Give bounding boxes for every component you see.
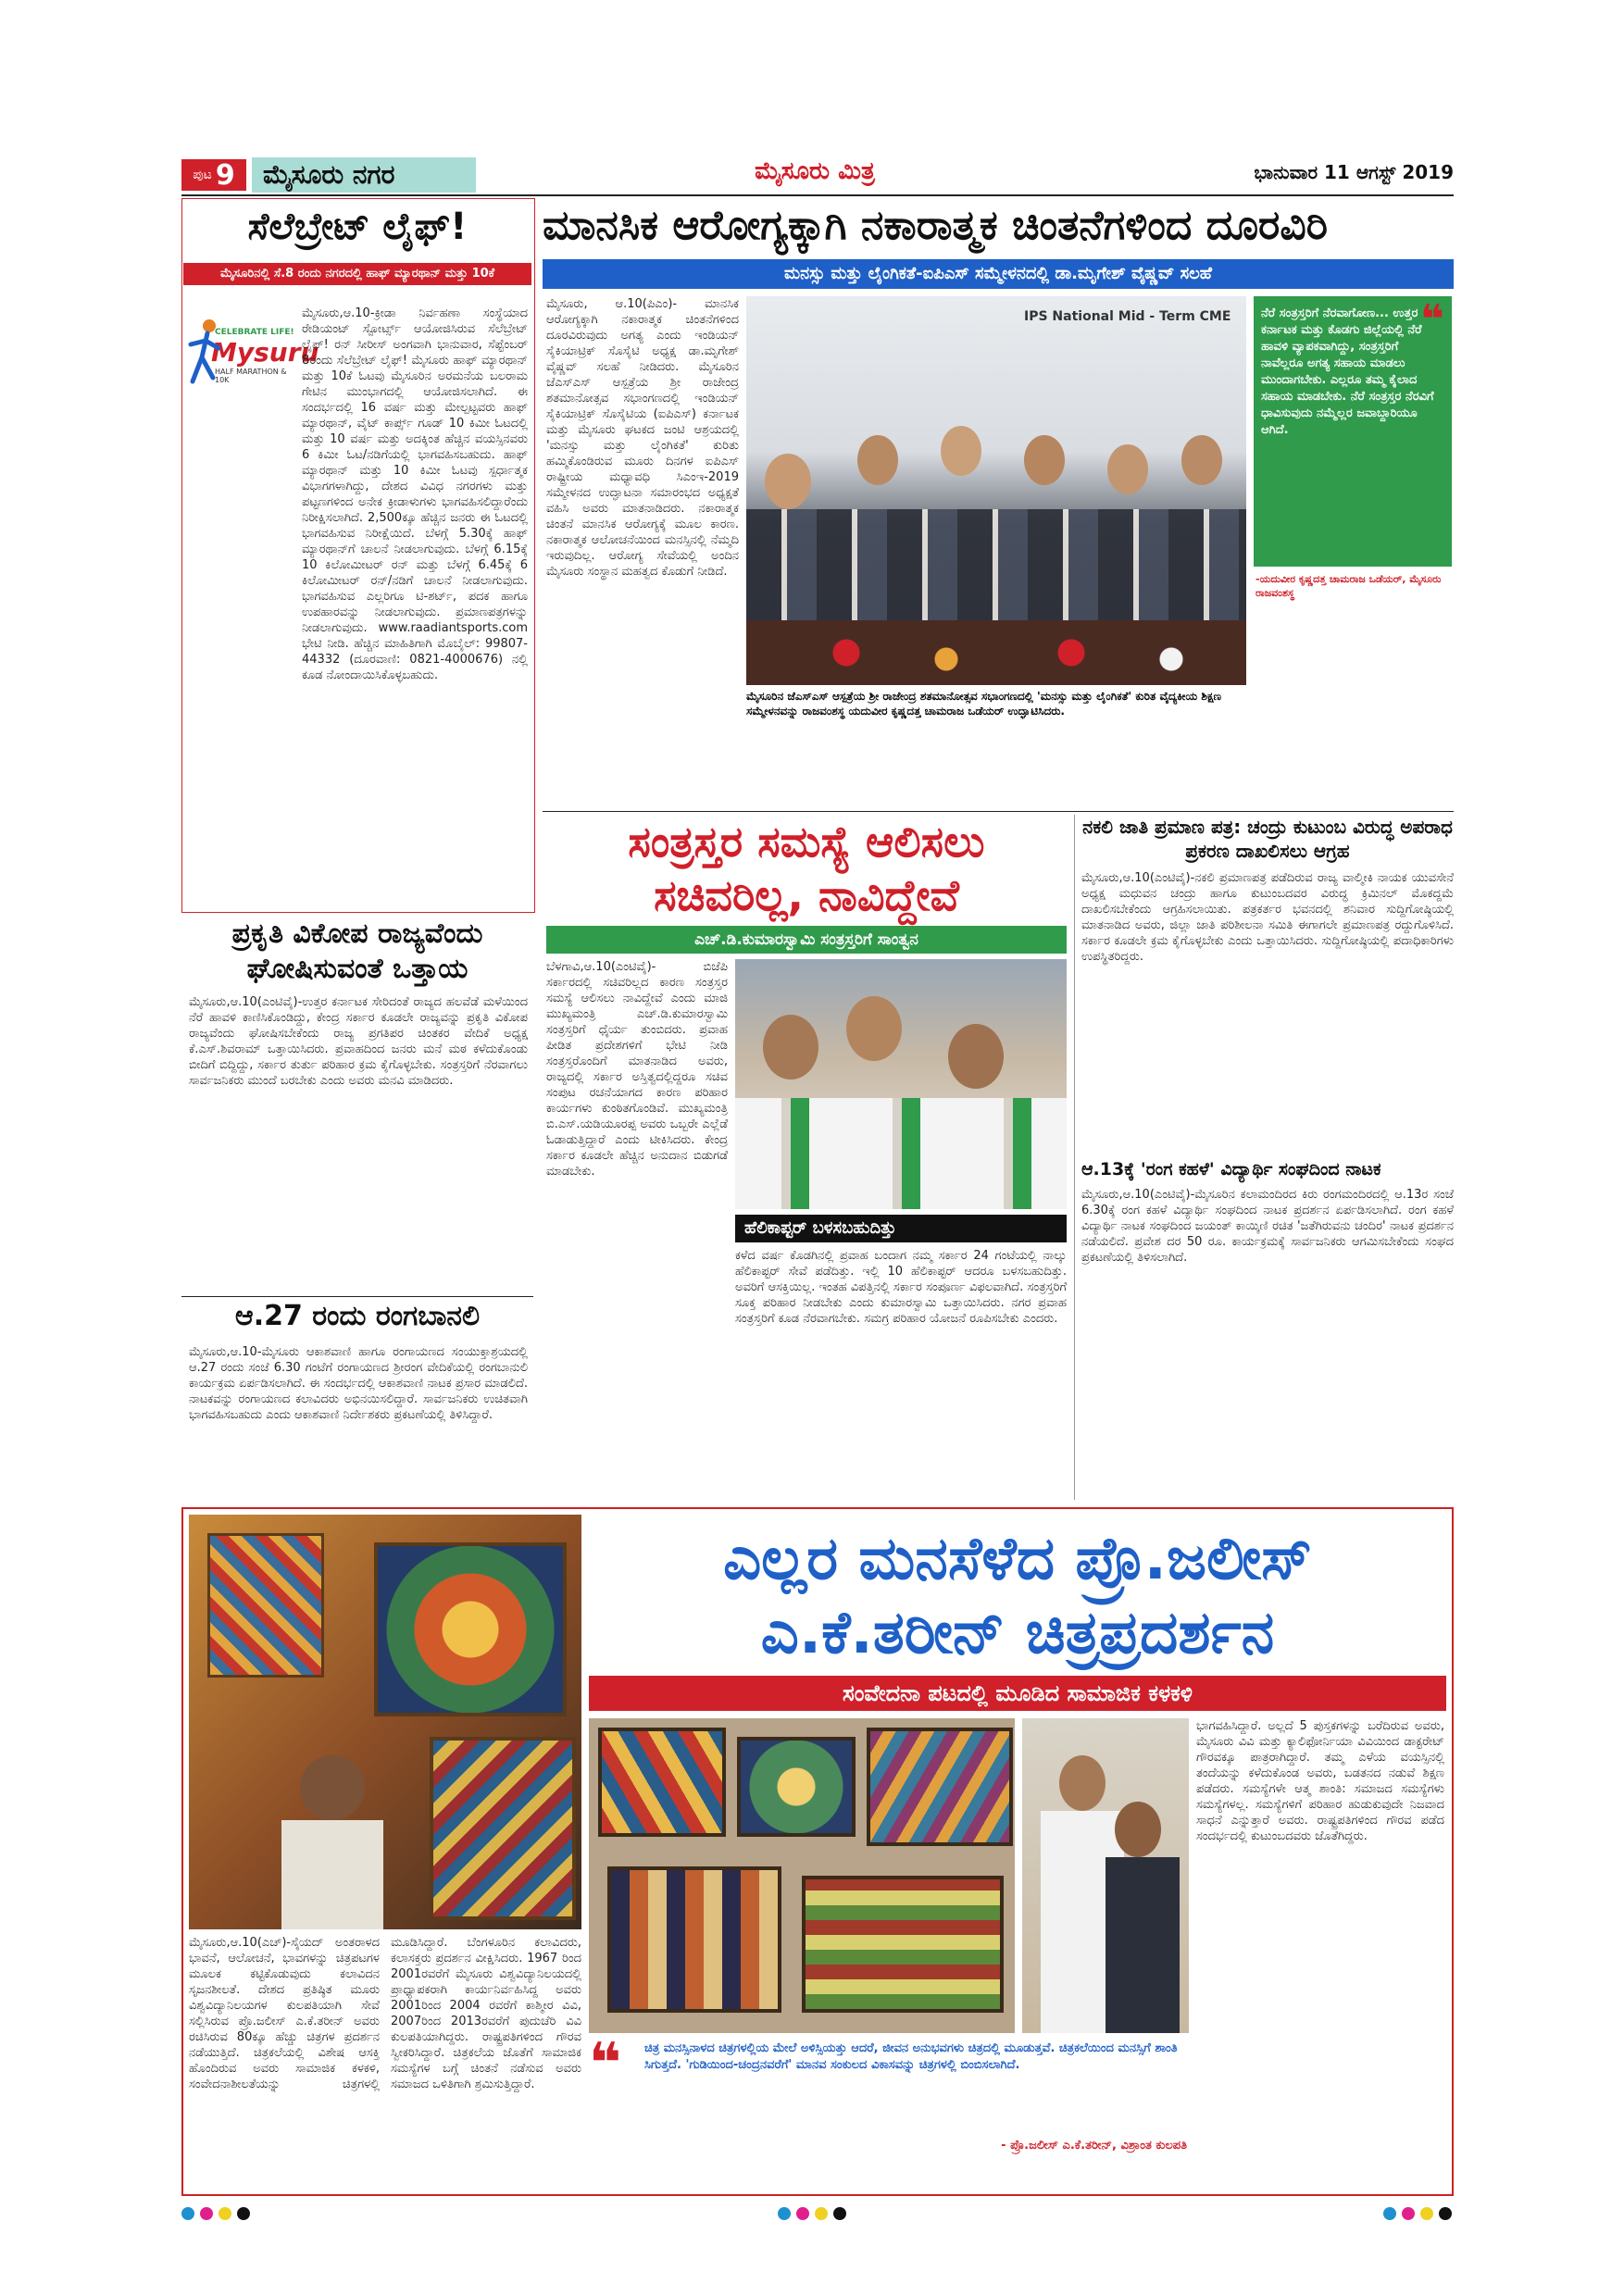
marathon-logo	[185, 306, 319, 417]
main-body-right	[1255, 611, 1452, 778]
rangabanali-headline: ಆ.27 ರಂದು ರಂಗಬಾನಲಿ	[234, 1300, 481, 1332]
celebrity-title: ಸೆಲೆಬ್ರೇಟ್ ಲೈಫ್!	[247, 206, 468, 248]
registration-dot-5	[778, 2207, 791, 2220]
victims-photo	[735, 959, 1067, 1209]
disaster-headline: ಪ್ರಕೃತಿ ವಿಕೋಪ ರಾಜ್ಯವೆಂದು ಘೋಷಿಸುವಂತೆ ಒತ್ತಾಯ	[231, 917, 483, 985]
main-headline: ಮಾನಸಿಕ ಆರೋಗ್ಯಕ್ಕಾಗಿ ನಕಾರಾತ್ಮಕ ಚಿಂತನೆಗಳಿಂದ ದೂರವಿರಿ	[543, 202, 1328, 249]
victims-rule	[543, 811, 1454, 812]
registration-dot-10	[1402, 2207, 1415, 2220]
registration-dot-3	[219, 2207, 231, 2220]
registration-dot-11	[1420, 2207, 1433, 2220]
page-label: ಪುಟ	[193, 168, 212, 182]
registration-dot-2	[200, 2207, 213, 2220]
logo-tagline: CELEBRATE LIFE!	[215, 328, 294, 337]
page-number-badge	[181, 159, 246, 191]
rangabanali-body: ಮೈಸೂರು,ಆ.10-ಮೈಸೂರು ಆಕಾಶವಾಣಿ ಹಾಗೂ ರಂಗಾಯಣದ ಸಂಯುಕ್ತಾಶ್ರಯದಲ್ಲಿ ಆ.27 ರಂದು ಸಂಜೆ 6.30 ಗಂಟೆಗೆ ರಂಗಾಯಣದ ಶ್ರೀರಂಗ ವೇದಿಕೆಯಲ್ಲಿ ರಂಗಬಾನುಲಿ ಕಾರ್ಯಕ್ರಮ ಏರ್ಪಡಿಸಲಾಗಿದೆ. ಈ ಸಂದರ್ಭದಲ್ಲಿ ಆಕಾಶವಾಣಿ ನಾಟಕ ಪ್ರಸಾರ ಮಾಡಲಿದೆ. ನಾಟಕವನ್ನು ರಂಗಾಯಣದ ಕಲಾವಿದರು ಅಭಿನಯಿಸಲಿದ್ದಾರೆ. ಸಾರ್ವಜನಿಕರು ಉಚಿತವಾಗಿ ಭಾಗವಹಿಸಬಹುದು ಎಂದು ಆಕಾಶವಾಣಿ ನಿರ್ದೇಶಕರು ಪ್ರಕಟಣೆಯಲ್ಲಿ ತಿಳಿಸಿದ್ದಾರೆ.	[189, 1345, 528, 1422]
registration-dot-7	[815, 2207, 828, 2220]
registration-dot-4	[237, 2207, 250, 2220]
victims-headline-2: ಸಚಿವರಿಲ್ಲ, ನಾವಿದ್ದೇವೆ	[654, 870, 959, 920]
registration-dot-8	[833, 2207, 846, 2220]
artist-photo	[189, 1515, 581, 1929]
quote-attribution: -ಯದುವೀರ ಕೃಷ್ಣದತ್ತ ಚಾಮರಾಜ ಒಡೆಯರ್, ಮೈಸೂರು ರಾಜವಂಶಸ್ಥ	[1255, 573, 1442, 599]
exhibition-subhead: ಸಂವೇದನಾ ಪಟದಲ್ಲಿ ಮೂಡಿದ ಸಾಮಾಜಿಕ ಕಳಕಳಿ	[589, 1676, 1446, 1711]
registration-dot-12	[1439, 2207, 1452, 2220]
exhibition-side-body: ಭಾಗವಹಿಸಿದ್ದಾರೆ. ಅಲ್ಲದೆ 5 ಪುಸ್ತಕಗಳನ್ನು ಬರೆದಿರುವ ಅವರು, ಮೈಸೂರು ವಿವಿ ಮತ್ತು ಕ್ಯಾಲಿಫೋರ್ನಿಯಾ ವಿವಿಯಿಂದ ಡಾಕ್ಟರೇಟ್ ಗೌರವಕ್ಕೂ ಪಾತ್ರರಾಗಿದ್ದಾರೆ. ತಮ್ಮ ಎಳೆಯ ವಯಸ್ಸಿನಲ್ಲಿ ತಂದೆಯನ್ನು ಕಳೆದುಕೊಂಡ ಅವರು, ಬಡತನದ ನಡುವೆ ಶಿಕ್ಷಣ ಪಡೆದರು. ಸಮಸ್ಯೆಗಳೇ ಆತ್ಮ ಶಾಂತಿ: ಸಮಾಜದ ಸಮಸ್ಯೆಗಳು ಸಮಸ್ಯೆಗಳಲ್ಲ. ಸಮಸ್ಯೆಗಳಿಗೆ ಪರಿಹಾರ ಹುಡುಕುವುದೇ ನಿಜವಾದ ಸಾಧನೆ ಎನ್ನುತ್ತಾರೆ ಅವರು. ರಾಷ್ಟ್ರಪತಿಗಳಿಂದ ಗೌರವ ಪಡೆದ ಸಂದರ್ಭದಲ್ಲಿ ಕುಟುಂಬದವರು ಜೊತೆಗಿದ್ದರು.	[1196, 1719, 1444, 1843]
masthead: ಮೈಸೂರು ಮಿತ್ರ	[755, 157, 875, 185]
drama-body: ಮೈಸೂರು,ಆ.10(ಎಂಟಿವೈ)-ಮೈಸೂರಿನ ಕಲಾಮಂದಿರದ ಕಿರು ರಂಗಮಂದಿರದಲ್ಲಿ ಆ.13ರ ಸಂಜೆ 6.30ಕ್ಕೆ ರಂಗ ಕಹಳೆ ವಿದ್ಯಾರ್ಥಿ ಸಂಘದಿಂದ ನಾಟಕ ಪ್ರದರ್ಶನ ಏರ್ಪಡಿಸಲಾಗಿದೆ. ರಂಗ ಕಹಳೆ ವಿದ್ಯಾರ್ಥಿ ನಾಟಕ ಸಂಘದಿಂದ ಜಯಂತ್ ಕಾಯ್ಕಿಣಿ ರಚಿತ 'ಜತೆಗಿರುವನು ಚಂದಿರ' ನಾಟಕ ಪ್ರದರ್ಶನ ನಡೆಯಲಿದೆ. ಪ್ರವೇಶ ದರ 50 ರೂ. ಕಾರ್ಯಕ್ರಮಕ್ಕೆ ಸಾರ್ವಜನಿಕರು ಆಗಮಿಸಬೇಕೆಂದು ಸಂಘದ ಪ್ರಕಟಣೆಯಲ್ಲಿ ತಿಳಿಸಲಾಗಿದೆ.	[1081, 1188, 1454, 1265]
exhibition-headline-2: ಎ.ಕೆ.ತರೀನ್ ಚಿತ್ರಪ್ರದರ್ಶನ	[760, 1599, 1275, 1667]
award-photo	[1022, 1718, 1189, 2033]
victims-subhead: ಎಚ್.ಡಿ.ಕುಮಾರಸ್ವಾಮಿ ಸಂತ್ರಸ್ತರಿಗೆ ಸಾಂತ್ವನ	[546, 926, 1067, 954]
issue-date: ಭಾನುವಾರ 11 ಆಗಸ್ಟ್ 2019	[1254, 161, 1454, 183]
caste-headline: ನಕಲಿ ಜಾತಿ ಪ್ರಮಾಣ ಪತ್ರ: ಚಂದ್ರು ಕುಟುಂಬ ವಿರುದ್ಧ ಅಪರಾಧ ಪ್ರಕರಣ ದಾಖಲಿಸಲು ಆಗ್ರಹ	[1082, 816, 1453, 862]
quote-mark-icon: ❝	[1420, 296, 1444, 343]
logo-subline: HALF MARATHON & 10K	[215, 368, 287, 384]
exhibition-headline-1: ಎಲ್ಲರ ಮನಸೆಳೆದ ಪ್ರೊ.ಜಲೀಸ್	[723, 1525, 1312, 1593]
registration-dot-9	[1383, 2207, 1396, 2220]
exhibition-body: ಮೈಸೂರು,ಆ.10(ಎಚ್)-ಸೈಯದ್ ಅಂತರಾಳದ ಭಾವನೆ, ಆಲೋಚನೆ, ಭಾವಗಳನ್ನು ಚಿತ್ರಪಟಗಳ ಮೂಲಕ ಕಟ್ಟಿಕೊಡುವುದು ಕಲಾವಿದನ ಸೃಜನಶೀಲತೆ. ದೇಶದ ಪ್ರತಿಷ್ಠಿತ ಮೂರು ವಿಶ್ವವಿದ್ಯಾನಿಲಯಗಳ ಕುಲಪತಿಯಾಗಿ ಸೇವೆ ಸಲ್ಲಿಸಿರುವ ಪ್ರೊ.ಜಲೀಸ್ ಎ.ಕೆ.ತರೀನ್ ಅವರು ರಚಿಸಿರುವ 80ಕ್ಕೂ ಹೆಚ್ಚು ಚಿತ್ರಗಳ ಪ್ರದರ್ಶನ ನಡೆಯುತ್ತಿದೆ. ಚಿತ್ರಕಲೆಯಲ್ಲಿ ವಿಶೇಷ ಆಸಕ್ತಿ ಹೊಂದಿರುವ ಅವರು ಸಾಮಾಜಿಕ ಕಳಕಳಿ, ಸಂವೇದನಾಶೀಲತೆಯನ್ನು ಚಿತ್ರಗಳಲ್ಲಿ ಮೂಡಿಸಿದ್ದಾರೆ. ಬೆಂಗಳೂರಿನ ಕಲಾವಿದರು, ಕಲಾಸಕ್ತರು ಪ್ರದರ್ಶನ ವೀಕ್ಷಿಸಿದರು. 1967 ರಿಂದ 2001ರವರೆಗೆ ಮೈಸೂರು ವಿಶ್ವವಿದ್ಯಾನಿಲಯದಲ್ಲಿ ಪ್ರಾಧ್ಯಾಪಕರಾಗಿ ಕಾರ್ಯನಿರ್ವಹಿಸಿದ್ದ ಅವರು 2001ರಿಂದ 2004 ರವರೆಗೆ ಕಾಶ್ಮೀರ ವಿವಿ, 2007ರಿಂದ 2013ರವರೆಗೆ ಪುದುಚೆರಿ ವಿವಿ ಕುಲಪತಿಯಾಗಿದ್ದರು. ರಾಷ್ಟ್ರಪತಿಗಳಿಂದ ಗೌರವ ಸ್ವೀಕರಿಸಿದ್ದಾರೆ. ಚಿತ್ರಕಲೆಯ ಜೊತೆಗೆ ಸಾಮಾಜಿಕ ಸಮಸ್ಯೆಗಳ ಬಗ್ಗೆ ಚಿಂತನೆ ನಡೆಸುವ ಅವರು ಸಮಾಜದ ಒಳಿತಿಗಾಗಿ ಶ್ರಮಿಸುತ್ತಿದ್ದಾರೆ.	[189, 1936, 581, 2091]
main-subhead: ಮನಸ್ಸು ಮತ್ತು ಲೈಂಗಿಕತೆ-ಐಪಿಎಸ್ ಸಮ್ಮೇಳನದಲ್ಲಿ ಡಾ.ಮೃಗೇಶ್ ವೈಷ್ಣವ್ ಸಲಹೆ	[543, 259, 1454, 289]
main-body-left: ಮೈಸೂರು, ಆ.10(ಪಿಎಂ)- ಮಾನಸಿಕ ಆರೋಗ್ಯಕ್ಕಾಗಿ ನಕಾರಾತ್ಮಕ ಚಿಂತನೆಗಳಿಂದ ದೂರವಿರುವುದು ಅಗತ್ಯ ಎಂದು ಇಂಡಿಯನ್ ಸೈಕಿಯಾಟ್ರಿಕ್ ಸೊಸೈಟಿ ಅಧ್ಯಕ್ಷ ಡಾ.ಮೃಗೇಶ್ ವೈಷ್ಣವ್ ಸಲಹೆ ನೀಡಿದರು. ಮೈಸೂರಿನ ಜೆಎಸ್‌ಎಸ್ ಆಸ್ಪತ್ರೆಯ ಶ್ರೀ ರಾಜೇಂದ್ರ ಶತಮಾನೋತ್ಸವ ಸಭಾಂಗಣದಲ್ಲಿ ಇಂಡಿಯನ್ ಸೈಕಿಯಾಟ್ರಿಕ್ ಸೊಸೈಟಿಯ (ಐಪಿಎಸ್) ಕರ್ನಾಟಕ ಮತ್ತು ಮೈಸೂರು ಘಟಕದ ಜಂಟಿ ಆಶ್ರಯದಲ್ಲಿ 'ಮನಸ್ಸು ಮತ್ತು ಲೈಂಗಿಕತೆ' ಕುರಿತು ಹಮ್ಮಿಕೊಂಡಿರುವ ಮೂರು ದಿನಗಳ ಐಪಿಎಸ್ ರಾಷ್ಟ್ರೀಯ ಮಧ್ಯಾವಧಿ ಸಿಎಂಇ-2019 ಸಮ್ಮೇಳನದ ಉದ್ಘಾಟನಾ ಸಮಾರಂಭದ ಅಧ್ಯಕ್ಷತೆ ವಹಿಸಿ ಅವರು ಮಾತನಾಡಿದರು. ನಕಾರಾತ್ಮಕ ಚಿಂತನೆ ಮಾನಸಿಕ ಆರೋಗ್ಯಕ್ಕೆ ಮೂಲ ಕಾರಣ. ನಕಾರಾತ್ಮಕ ಆಲೋಚನೆಯಿಂದ ಮನಸ್ಸಿನಲ್ಲಿ ನೆಮ್ಮದಿ ಇರುವುದಿಲ್ಲ. ಆರೋಗ್ಯ ಸೇವೆಯಲ್ಲಿ ಅಂದಿನ ಮೈಸೂರು ಸಂಸ್ಥಾನ ಮಹತ್ವದ ಕೊಡುಗೆ ನೀಡಿದೆ.	[546, 297, 739, 579]
registration-dot-1	[181, 2207, 194, 2220]
quote-box	[1254, 296, 1452, 567]
page-number: 9	[215, 158, 235, 192]
header-rule	[181, 194, 1454, 196]
main-body-bottom	[746, 731, 1246, 805]
registration-dot-6	[796, 2207, 809, 2220]
column-rule	[1074, 815, 1075, 1500]
logo-word: Mysuru	[211, 337, 319, 368]
celebrity-subhead: ಮೈಸೂರಿನಲ್ಲಿ ಸೆ.8 ರಂದು ನಗರದಲ್ಲಿ ಹಾಫ್ ಮ್ಯಾರಥಾನ್ ಮತ್ತು 10ಕೆ	[183, 263, 531, 285]
celebrity-body-cont	[189, 435, 528, 905]
helicopter-body: ಕಳೆದ ವರ್ಷ ಕೊಡಗಿನಲ್ಲಿ ಪ್ರವಾಹ ಬಂದಾಗ ನಮ್ಮ ಸರ್ಕಾರ 24 ಗಂಟೆಯಲ್ಲಿ ನಾಲ್ಕು ಹೆಲಿಕಾಪ್ಟರ್ ಸೇವೆ ಪಡೆದಿತ್ತು. ಇಲ್ಲಿ 10 ಹೆಲಿಕಾಪ್ಟರ್ ಆದರೂ ಬಳಸಬಹುದಿತ್ತು. ಅವರಿಗೆ ಆಸಕ್ತಿಯಿಲ್ಲ. ಇಂತಹ ವಿಪತ್ತಿನಲ್ಲಿ ಸರ್ಕಾರ ಸಂಪೂರ್ಣ ವಿಫಲವಾಗಿದೆ. ಸಂತ್ರಸ್ತರಿಗೆ ಸೂಕ್ತ ಪರಿಹಾರ ನೀಡಬೇಕು ಎಂದು ಕುಮಾರಸ್ವಾಮಿ ಒತ್ತಾಯಿಸಿದರು. ನಗರ ಪ್ರವಾಹ ಸಂತ್ರಸ್ತರಿಗೆ ಕೂಡ ನೆರವಾಗಬೇಕು. ಸಮಗ್ರ ಪರಿಹಾರ ಯೋಜನೆ ರೂಪಿಸಬೇಕು ಎಂದರು.	[735, 1249, 1067, 1326]
celebrity-body: ಮೈಸೂರು,ಆ.10-ಕ್ರೀಡಾ ನಿರ್ವಹಣಾ ಸಂಸ್ಥೆಯಾದ ರೇಡಿಯಂಟ್ ಸ್ಪೋರ್ಟ್ಸ್ ಆಯೋಜಿಸಿರುವ ಸೆಲೆಬ್ರೇಟ್ ಲೈಫ್! ರನ್ ಸೀರೀಸ್ ಅಂಗವಾಗಿ ಭಾನುವಾರ, ಸೆಪ್ಟೆಂಬರ್ 8ರಂದು ಸೆಲೆಬ್ರೇಟ್ ಲೈಫ್! ಮೈಸೂರು ಹಾಫ್ ಮ್ಯಾರಥಾನ್ ಮತ್ತು 10ಕೆ ಓಟವು ಮೈಸೂರಿನ ಅರಮನೆಯ ಬಲರಾಮ ಗೇಟಿನ ಮುಂಭಾಗದಲ್ಲಿ ಆಯೋಜಿಸಲಾಗಿದೆ. ಈ ಸಂದರ್ಭದಲ್ಲಿ 16 ವರ್ಷ ಮತ್ತು ಮೇಲ್ಪಟ್ಟವರು ಹಾಫ್ ಮ್ಯಾರಥಾನ್, ವೈಟ್ ಕಾರ್ಪ್ಸ್ ಗೂಡ್ 10 ಕಿಮೀ ಓಟದಲ್ಲಿ ಮತ್ತು 10 ವರ್ಷ ಮತ್ತು ಅದಕ್ಕಿಂತ ಹೆಚ್ಚಿನ ವಯಸ್ಸಿನವರು 6 ಕಿಮೀ ಓಟ/ನಡಿಗೆಯಲ್ಲಿ ಭಾಗವಹಿಸಬಹುದು. ಹಾಫ್ ಮ್ಯಾರಥಾನ್ ಮತ್ತು 10 ಕಿಮೀ ಓಟವು ಸ್ಪರ್ಧಾತ್ಮಕ ವಿಭಾಗಗಳಾಗಿದ್ದು, ದೇಶದ ವಿವಿಧ ನಗರಗಳು ಮತ್ತು ಪಟ್ಟಣಗಳಿಂದ ಅನೇಕ ಕ್ರೀಡಾಳುಗಳು ಭಾಗವಹಿಸಲಿದ್ದಾರೆಂದು ನಿರೀಕ್ಷಿಸಲಾಗಿದೆ. 2,500ಕ್ಕೂ ಹೆಚ್ಚಿನ ಜನರು ಈ ಓಟದಲ್ಲಿ ಭಾಗವಹಿಸುವ ನಿರೀಕ್ಷೆಯಿದೆ. ಬೆಳಗ್ಗೆ 5.30ಕ್ಕೆ ಹಾಫ್ ಮ್ಯಾರಥಾನ್‌ಗೆ ಚಾಲನೆ ನೀಡಲಾಗುವುದು. ಬೆಳಗ್ಗೆ 6.15ಕ್ಕೆ 10 ಕಿಲೋಮೀಟರ್ ರನ್ ಮತ್ತು ಬೆಳಗ್ಗೆ 6.45ಕ್ಕೆ 6 ಕಿಲೋಮೀಟರ್ ರನ್/ನಡಿಗೆ ಚಾಲನೆ ನೀಡಲಾಗುವುದು. ಭಾಗವಹಿಸುವ ಎಲ್ಲರಿಗೂ ಟಿ-ಶರ್ಟ್, ಪದಕ ಹಾಗೂ ಉಪಹಾರವನ್ನು ನೀಡಲಾಗುವುದು. ಪ್ರಮಾಣಪತ್ರಗಳನ್ನು ನೀಡಲಾಗುವುದು. www.raadiantsports.com ಭೇಟಿ ನೀಡಿ. ಹೆಚ್ಚಿನ ಮಾಹಿತಿಗಾಗಿ ಮೊಬೈಲ್: 99807-44332 (ದೂರವಾಣಿ: 0821-4000676) ನಲ್ಲಿ ಕೂಡ ನೋಂದಾಯಿಸಿಕೊಳ್ಳಬಹುದು.	[302, 306, 528, 682]
quote-text: ನೆರೆ ಸಂತ್ರಸ್ತರಿಗೆ ನೆರವಾಗೋಣ... ಉತ್ತರ ಕರ್ನಾಟಕ ಮತ್ತು ಕೊಡಗು ಜಿಲ್ಲೆಯಲ್ಲಿ ನೆರೆ ಹಾವಳಿ ವ್ಯಾಪಕವಾಗಿದ್ದು, ಸಂತ್ರಸ್ತರಿಗೆ ನಾವೆಲ್ಲರೂ ಅಗತ್ಯ ಸಹಾಯ ಮಾಡಲು ಮುಂದಾಗಬೇಕು. ಎಲ್ಲರೂ ತಮ್ಮ ಕೈಲಾದ ಸಹಾಯ ಮಾಡಬೇಕು. ನೆರೆ ಸಂತ್ರಸ್ತರ ನೆರವಿಗೆ ಧಾವಿಸುವುದು ನಮ್ಮೆಲ್ಲರ ಜವಾಬ್ದಾರಿಯೂ ಆಗಿದೆ.	[1261, 306, 1434, 437]
victims-headline-1: ಸಂತ್ರಸ್ತರ ಸಮಸ್ಯೆ ಆಲಿಸಲು	[628, 817, 985, 867]
photo-quote-text: ಚಿತ್ರ ಮನಸ್ಸಿನಾಳದ ಚಿತ್ರಗಳಲ್ಲಿಯ ಮೇಲೆ ಅಳಿಸ್ಸಿಯತ್ತು ಆದರೆ, ಜೀವನ ಅನುಭವಗಳು ಚಿತ್ರದಲ್ಲಿ ಮೂಡುತ್ತವೆ. ಚಿತ್ರಕಲೆಯಿಂದ ಮನಸ್ಸಿಗೆ ಶಾಂತಿ ಸಿಗುತ್ತದೆ. 'ಗುಡಿಯಿಂದ-ಚಂದ್ರನವರೆಗೆ' ಮಾನವ ಸಂಕುಲದ ವಿಕಾಸವನ್ನು ಚಿತ್ರಗಳಲ್ಲಿ ಬಿಂಬಿಸಲಾಗಿದೆ.	[644, 2041, 1178, 2072]
runner-icon	[185, 317, 222, 391]
conference-caption: ಮೈಸೂರಿನ ಜೆಎಸ್‌ಎಸ್ ಆಸ್ಪತ್ರೆಯ ಶ್ರೀ ರಾಜೇಂದ್ರ ಶತಮಾನೋತ್ಸವ ಸಭಾಂಗಣದಲ್ಲಿ 'ಮನಸ್ಸು ಮತ್ತು ಲೈಂಗಿಕತೆ' ಕುರಿತ ವೈದ್ಯಕೀಯ ಶಿಕ್ಷಣ ಸಮ್ಮೇಳನವನ್ನು ರಾಜವಂಶಸ್ಥ ಯದುವೀರ ಕೃಷ್ಣದತ್ತ ಚಾಮರಾಜ ಒಡೆಯರ್ ಉದ್ಘಾಟಿಸಿದರು.	[746, 690, 1221, 718]
disaster-body: ಮೈಸೂರು,ಆ.10(ಎಂಟಿವೈ)-ಉತ್ತರ ಕರ್ನಾಟಕ ಸೇರಿದಂತೆ ರಾಜ್ಯದ ಹಲವೆಡೆ ಮಳೆಯಿಂದ ನೆರೆ ಹಾವಳಿ ಕಾಣಿಸಿಕೊಂಡಿದ್ದು, ಕೇಂದ್ರ ಸರ್ಕಾರ ಕೂಡಲೇ ರಾಜ್ಯವನ್ನು ಪ್ರಕೃತಿ ವಿಕೋಪ ರಾಜ್ಯವೆಂದು ಘೋಷಿಸಬೇಕೆಂದು ರಾಜ್ಯ ಪ್ರಗತಿಪರ ಚಿಂತಕರ ವೇದಿಕೆ ಅಧ್ಯಕ್ಷ ಕೆ.ಎಸ್.ಶಿವರಾಮ್ ಒತ್ತಾಯಿಸಿದರು. ಪ್ರವಾಹದಿಂದ ಜನರು ಮನೆ ಮಠ ಕಳೆದುಕೊಂಡು ಬೀದಿಗೆ ಬಿದ್ದಿದ್ದು, ಸರ್ಕಾರ ತುರ್ತು ಪರಿಹಾರ ಕ್ರಮ ಕೈಗೊಳ್ಳಬೇಕು. ಸಂತ್ರಸ್ತರಿಗೆ ನೆರವಾಗಲು ಸಾರ್ವಜನಿಕರು ಮುಂದೆ ಬರಬೇಕು ಎಂದು ಅವರು ಮನವಿ ಮಾಡಿದರು.	[189, 995, 528, 1088]
section-title: ಮೈಸೂರು ನಗರ	[252, 157, 476, 193]
caste-body: ಮೈಸೂರು,ಆ.10(ಎಂಟಿವೈ)-ನಕಲಿ ಪ್ರಮಾಣಪತ್ರ ಪಡೆದಿರುವ ರಾಜ್ಯ ವಾಲ್ಮೀಕಿ ನಾಯಕ ಯುವಸೇನೆ ಅಧ್ಯಕ್ಷ ಮಧುವನ ಚಂದ್ರು ಹಾಗೂ ಕುಟುಂಬದವರ ವಿರುದ್ಧ ಕ್ರಿಮಿನಲ್ ಮೊಕದ್ದಮೆ ದಾಖಲಿಸಬೇಕೆಂದು ಆಗ್ರಹಿಸಲಾಯಿತು. ಪತ್ರಕರ್ತರ ಭವನದಲ್ಲಿ ಶನಿವಾರ ಸುದ್ದಿಗೋಷ್ಠಿಯಲ್ಲಿ ಮಾತನಾಡಿದ ಅವರು, ಜಿಲ್ಲಾ ಜಾತಿ ಪರಿಶೀಲನಾ ಸಮಿತಿ ಈಗಾಗಲೇ ಪ್ರಮಾಣಪತ್ರ ರದ್ದುಗೊಳಿಸಿದೆ. ಸರ್ಕಾರ ಕೂಡಲೇ ಕ್ರಮ ಕೈಗೊಳ್ಳಬೇಕು ಎಂದು ಒತ್ತಾಯಿಸಿದರು. ಸುದ್ದಿಗೋಷ್ಠಿಯಲ್ಲಿ ಪದಾಧಿಕಾರಿಗಳು ಉಪಸ್ಥಿತರಿದ್ದರು.	[1081, 871, 1454, 964]
drama-headline: ಆ.13ಕ್ಕೆ 'ರಂಗ ಕಹಳೆ' ವಿದ್ಯಾರ್ಥಿ ಸಂಘದಿಂದ ನಾಟಕ	[1081, 1159, 1381, 1179]
victims-body: ಬೆಳಗಾವಿ,ಆ.10(ಎಂಟಿವೈ)- ಬಿಜೆಪಿ ಸರ್ಕಾರದಲ್ಲಿ ಸಚಿವರಿಲ್ಲದ ಕಾರಣ ಸಂತ್ರಸ್ತರ ಸಮಸ್ಯೆ ಆಲಿಸಲು ನಾವಿದ್ದೇವೆ ಎಂದು ಮಾಜಿ ಮುಖ್ಯಮಂತ್ರಿ ಎಚ್.ಡಿ.ಕುಮಾರಸ್ವಾಮಿ ಸಂತ್ರಸ್ತರಿಗೆ ಧೈರ್ಯ ತುಂಬಿದರು. ಪ್ರವಾಹ ಪೀಡಿತ ಪ್ರದೇಶಗಳಿಗೆ ಭೇಟಿ ನೀಡಿ ಸಂತ್ರಸ್ತರೊಂದಿಗೆ ಮಾತನಾಡಿದ ಅವರು, ರಾಜ್ಯದಲ್ಲಿ ಸರ್ಕಾರ ಅಸ್ತಿತ್ವದಲ್ಲಿದ್ದರೂ ಸಚಿವ ಸಂಪುಟ ರಚನೆಯಾಗದ ಕಾರಣ ಪರಿಹಾರ ಕಾರ್ಯಗಳು ಕುಂಠಿತಗೊಂಡಿವೆ. ಮುಖ್ಯಮಂತ್ರಿ ಬಿ.ಎಸ್.ಯಡಿಯೂರಪ್ಪ ಅವರು ಒಬ್ಬರೇ ಎಲ್ಲೆಡೆ ಓಡಾಡುತ್ತಿದ್ದಾರೆ ಎಂದು ಟೀಕಿಸಿದರು. ಕೇಂದ್ರ ಸರ್ಕಾರ ಕೂಡಲೇ ಹೆಚ್ಚಿನ ಅನುದಾನ ಬಿಡುಗಡೆ ಮಾಡಬೇಕು.	[546, 960, 728, 1179]
rangabanali-rule	[181, 1296, 533, 1297]
quote-mark-icon-2: ❝	[589, 2031, 622, 2096]
conference-banner: IPS National Mid - Term CME	[1024, 309, 1231, 324]
gallery-photo	[589, 1718, 1015, 2033]
conference-photo	[746, 296, 1246, 685]
photo-quote-box	[589, 2031, 1189, 2185]
helicopter-headline: ಹೆಲಿಕಾಪ್ಟರ್ ಬಳಸಬಹುದಿತ್ತು	[735, 1215, 1067, 1242]
photo-quote-attribution: - ಪ್ರೊ.ಜಲೀಸ್ ಎ.ಕೆ.ತರೀನ್, ವಿಶ್ರಾಂತ ಕುಲಪತಿ	[1001, 2139, 1187, 2152]
